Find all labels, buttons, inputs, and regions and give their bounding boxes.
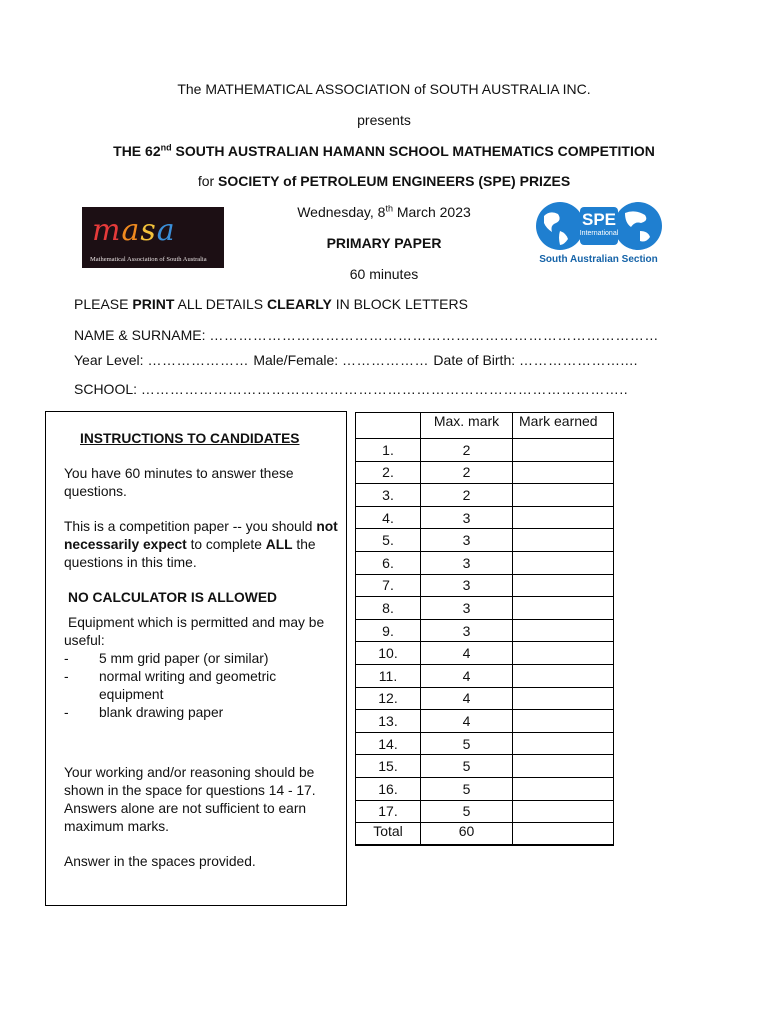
masa-logo-mark: masa <box>92 213 176 248</box>
question-number: 12. <box>356 687 421 710</box>
gender-label: Male/Female: <box>253 352 343 368</box>
print-pre: PLEASE <box>74 296 133 312</box>
mark-earned-cell[interactable] <box>513 800 614 823</box>
total-label: Total <box>356 823 421 846</box>
table-row <box>356 664 614 687</box>
question-number: 7. <box>356 574 421 597</box>
table-row <box>356 642 614 665</box>
max-mark: 5 <box>421 755 513 778</box>
table-row <box>356 755 614 778</box>
working-notice: Your working and/or reasoning should be shown in the space for questions 14 - 17. Answers alone are not sufficient to earn maximum marks. <box>64 765 316 834</box>
mark-earned-cell[interactable] <box>513 574 614 597</box>
school-dots: ……………………………………………………………………………………….. <box>140 381 629 397</box>
exam-date-post: March 2023 <box>392 204 471 220</box>
answer-notice: Answer in the spaces provided. <box>64 854 256 869</box>
competition-title-post: SOUTH AUSTRALIAN HAMANN SCHOOL MATHEMATICS COMPETITION <box>171 143 655 159</box>
exam-date-sup: th <box>385 203 393 214</box>
name-label: NAME & SURNAME: <box>74 327 210 343</box>
max-mark: 3 <box>421 506 513 529</box>
school-label: SCHOOL: <box>74 381 141 397</box>
max-mark: 5 <box>421 800 513 823</box>
print-instruction <box>74 296 468 312</box>
marks-table <box>355 412 614 846</box>
table-row <box>356 687 614 710</box>
mark-earned-cell[interactable] <box>513 732 614 755</box>
total-mark-earned-cell[interactable] <box>513 823 614 846</box>
competition-title <box>0 143 768 159</box>
list-dash: - <box>64 705 69 720</box>
dob-label: Date of Birth: <box>433 352 520 368</box>
mark-earned-cell[interactable] <box>513 506 614 529</box>
no-calculator-notice: NO CALCULATOR IS ALLOWED <box>68 590 277 605</box>
name-dots: ………………………………………………………………………………… <box>209 327 659 343</box>
max-mark: 4 <box>421 664 513 687</box>
p2-a: This is a competition paper -- you should <box>64 519 317 534</box>
max-mark: 4 <box>421 710 513 733</box>
prize-line <box>0 173 768 189</box>
spe-logo <box>530 201 667 267</box>
mark-earned-cell[interactable] <box>513 439 614 462</box>
list-dash: - <box>64 669 69 684</box>
max-mark: 2 <box>421 484 513 507</box>
mark-earned-cell[interactable] <box>513 664 614 687</box>
presents-text: presents <box>357 112 411 128</box>
max-mark: 3 <box>421 619 513 642</box>
year-gender-dob-row <box>74 352 638 368</box>
max-mark: 3 <box>421 574 513 597</box>
year-field[interactable]: ………………… <box>147 352 254 368</box>
table-row <box>356 619 614 642</box>
mark-earned-cell[interactable] <box>513 755 614 778</box>
equipment-item <box>64 668 339 704</box>
instructions-time: You have 60 minutes to answer these questions. <box>64 466 294 499</box>
instructions-box <box>45 411 347 906</box>
max-mark: 4 <box>421 687 513 710</box>
spe-logo-text: SPE <box>581 210 617 229</box>
mark-earned-cell[interactable] <box>513 710 614 733</box>
masa-logo-caption: Mathematical Association of South Australia <box>90 256 207 263</box>
question-number: 13. <box>356 710 421 733</box>
question-number: 16. <box>356 777 421 800</box>
mark-earned-cell[interactable] <box>513 619 614 642</box>
table-row <box>356 461 614 484</box>
print-bold-1: PRINT <box>132 296 175 312</box>
print-bold-2: CLEARLY <box>266 296 332 312</box>
table-row <box>356 597 614 620</box>
prize-for: for <box>197 173 219 189</box>
table-row <box>356 506 614 529</box>
list-dash: - <box>64 651 69 666</box>
school-field[interactable] <box>74 381 628 397</box>
max-mark: 5 <box>421 777 513 800</box>
table-header-row <box>356 413 614 439</box>
table-row <box>356 800 614 823</box>
question-number: 15. <box>356 755 421 778</box>
mark-earned-cell[interactable] <box>513 687 614 710</box>
max-mark: 2 <box>421 461 513 484</box>
question-number: 3. <box>356 484 421 507</box>
table-row <box>356 439 614 462</box>
question-number: 14. <box>356 732 421 755</box>
table-row <box>356 732 614 755</box>
paper-title: PRIMARY PAPER <box>326 235 442 251</box>
header-mark-earned: Mark earned <box>513 413 614 439</box>
competition-title-sup: nd <box>160 142 172 153</box>
table-row <box>356 710 614 733</box>
equipment-item-text: blank drawing paper <box>99 705 224 720</box>
association-title: The MATHEMATICAL ASSOCIATION of SOUTH AUSTRALIA INC. <box>177 81 591 97</box>
max-mark: 4 <box>421 642 513 665</box>
total-row <box>356 823 614 846</box>
mark-earned-cell[interactable] <box>513 529 614 552</box>
spe-logo-caption: South Australian Section <box>539 254 658 265</box>
max-mark: 5 <box>421 732 513 755</box>
table-row <box>356 574 614 597</box>
max-mark: 2 <box>421 439 513 462</box>
name-field[interactable] <box>74 327 659 343</box>
question-number: 8. <box>356 597 421 620</box>
spe-globe-icon <box>530 201 667 253</box>
question-number: 4. <box>356 506 421 529</box>
equipment-item <box>64 704 339 722</box>
mark-earned-cell[interactable] <box>513 642 614 665</box>
prize-name: SOCIETY of PETROLEUM ENGINEERS (SPE) PRIZES <box>218 173 571 189</box>
gender-field[interactable]: ……………… <box>342 352 434 368</box>
question-number: 5. <box>356 529 421 552</box>
total-max-mark: 60 <box>421 823 513 846</box>
equipment-item-text: 5 mm grid paper (or similar) <box>99 651 269 666</box>
table-row <box>356 529 614 552</box>
question-number: 6. <box>356 551 421 574</box>
equipment-list <box>64 650 339 722</box>
mark-earned-cell[interactable] <box>513 777 614 800</box>
max-mark: 3 <box>421 597 513 620</box>
mark-earned-cell[interactable] <box>513 461 614 484</box>
table-row <box>356 484 614 507</box>
dob-field[interactable]: ………………….... <box>519 352 639 368</box>
p2-b: not necessarily expect <box>64 519 338 552</box>
instructions-title: INSTRUCTIONS TO CANDIDATES <box>80 431 300 446</box>
print-mid: ALL DETAILS <box>174 296 267 312</box>
table-row <box>356 777 614 800</box>
exam-date-pre: Wednesday, 8 <box>297 204 386 220</box>
header-max-mark: Max. mark <box>421 413 513 439</box>
equipment-item-text: normal writing and geometric equipment <box>99 669 277 702</box>
print-post: IN BLOCK LETTERS <box>331 296 468 312</box>
mark-earned-cell[interactable] <box>513 597 614 620</box>
max-mark: 3 <box>421 529 513 552</box>
instructions-competition <box>64 518 339 572</box>
duration-text: 60 minutes <box>349 266 419 282</box>
p2-d: ALL <box>265 537 293 552</box>
question-number: 2. <box>356 461 421 484</box>
question-number: 11. <box>356 664 421 687</box>
table-row <box>356 551 614 574</box>
question-number: 1. <box>356 439 421 462</box>
spe-logo-sub: International <box>579 230 619 237</box>
equipment-intro: Equipment which is permitted and may be useful: <box>64 615 325 648</box>
equipment-item <box>64 650 339 668</box>
competition-title-pre: THE 62 <box>113 143 161 159</box>
mark-earned-cell[interactable] <box>513 551 614 574</box>
p2-c: to complete <box>186 537 266 552</box>
masa-logo <box>82 207 224 268</box>
year-label: Year Level: <box>74 352 148 368</box>
question-number: 9. <box>356 619 421 642</box>
max-mark: 3 <box>421 551 513 574</box>
question-number: 10. <box>356 642 421 665</box>
mark-earned-cell[interactable] <box>513 484 614 507</box>
header-question-cell <box>356 413 421 439</box>
p2-e: the questions in this time. <box>64 537 316 570</box>
question-number: 17. <box>356 800 421 823</box>
